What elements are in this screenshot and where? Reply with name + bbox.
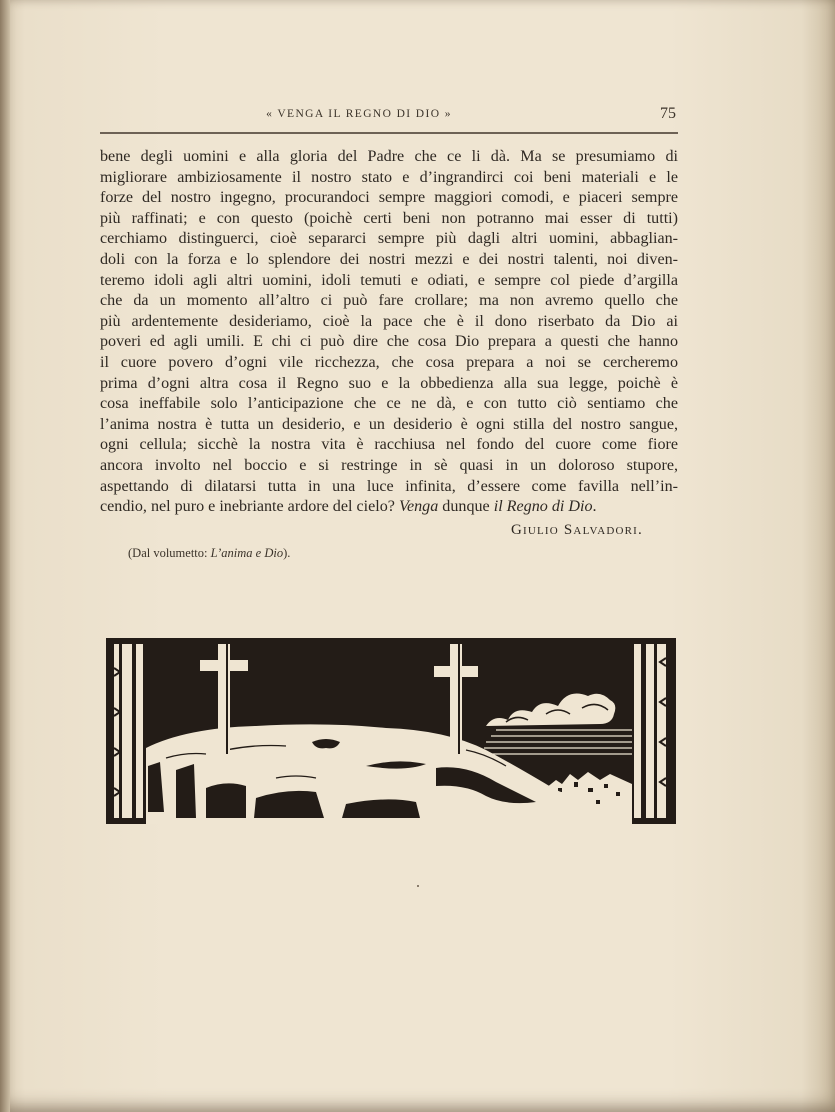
italic-venga: Venga [398,498,439,516]
text-line: forze del nostro ingegno, procurandoci sempre maggiori comodi, e piaceri sempre [100,189,678,207]
text-line: bene degli uomini e alla gloria del Padre che ce li dà. Ma se presumiamo di [100,148,678,165]
italic-regno: il Regno di Dio [493,498,593,516]
running-head: « VENGA IL REGNO DI DIO » [266,108,452,120]
source-title: L’anima e Dio [210,546,284,560]
text-line: più raffinati; e con questo (poichè certi beni non potranno mai esser di tutti) [100,209,678,227]
paper-speck [417,885,419,887]
author-signature: Giulio Salvadori. [510,522,643,538]
text-line: ogni cellula; sicchè la nostra vita è racchiusa nel fondo del cuore come fiore [100,436,678,454]
text-line: il cuore povero d’ogni vile ricchezza, che cosa prepara a noi se cercheremo [100,353,678,371]
page-number: 75 [660,105,676,122]
text-line: migliorare ambiziosamente il nostro stato e d’ingrandirci coi beni materiali e le [100,168,678,186]
text-line: l’anima nostra è tutta un desiderio, e un desiderio è ogni stilla del nostro sangue, [100,415,678,433]
text-line: doli con la forza e lo splendore dei nostri mezzi e dei nostri talenti, noi diven- [100,250,678,268]
text-line: teremo idoli agli altri uomini, idoli temuti e odiati, e sempre col piede d’argilla [100,271,678,289]
text-line-last: cendio, nel puro e inebriante ardore del cielo? Venga dunque il Regno di Dio. [100,498,597,516]
body-text [100,147,678,518]
woodcut-calvary-icon [106,638,676,824]
text-line: poveri ed agli umili. E chi ci può dire che cosa Dio prepara a questi che hanno [100,333,678,351]
page-header [100,105,678,132]
text-line: più ardentemente desideriamo, cioè la pace che è il dono riserbato da Dio ai [100,312,678,330]
text-line: ancora involto nel boccio e si restringe in sè quasi in un doloroso stupore, [100,456,678,474]
header-rule [100,132,678,134]
source-note: (Dal volumetto: L’anima e Dio). [128,546,291,560]
text-line: prima d’ogni altra cosa il Regno suo e la obbedienza alla sua legge, poichè è [100,374,678,392]
text-line: cosa ineffabile solo l’anticipazione che ce ne dà, e con tutto ciò sentiamo che [100,395,678,413]
text-line: che da un momento all’altro ci può fare crollare; ma non avremo quello che [100,292,678,310]
text-line: cerchiamo distinguerci, cioè separarci sempre più dagli altri uomini, abbaglian- [100,230,678,248]
page-binding-edge [0,0,10,1112]
text-line: aspettando di dilatarsi tutta in una luce infinita, d’essere come favilla nell’in- [100,477,678,495]
